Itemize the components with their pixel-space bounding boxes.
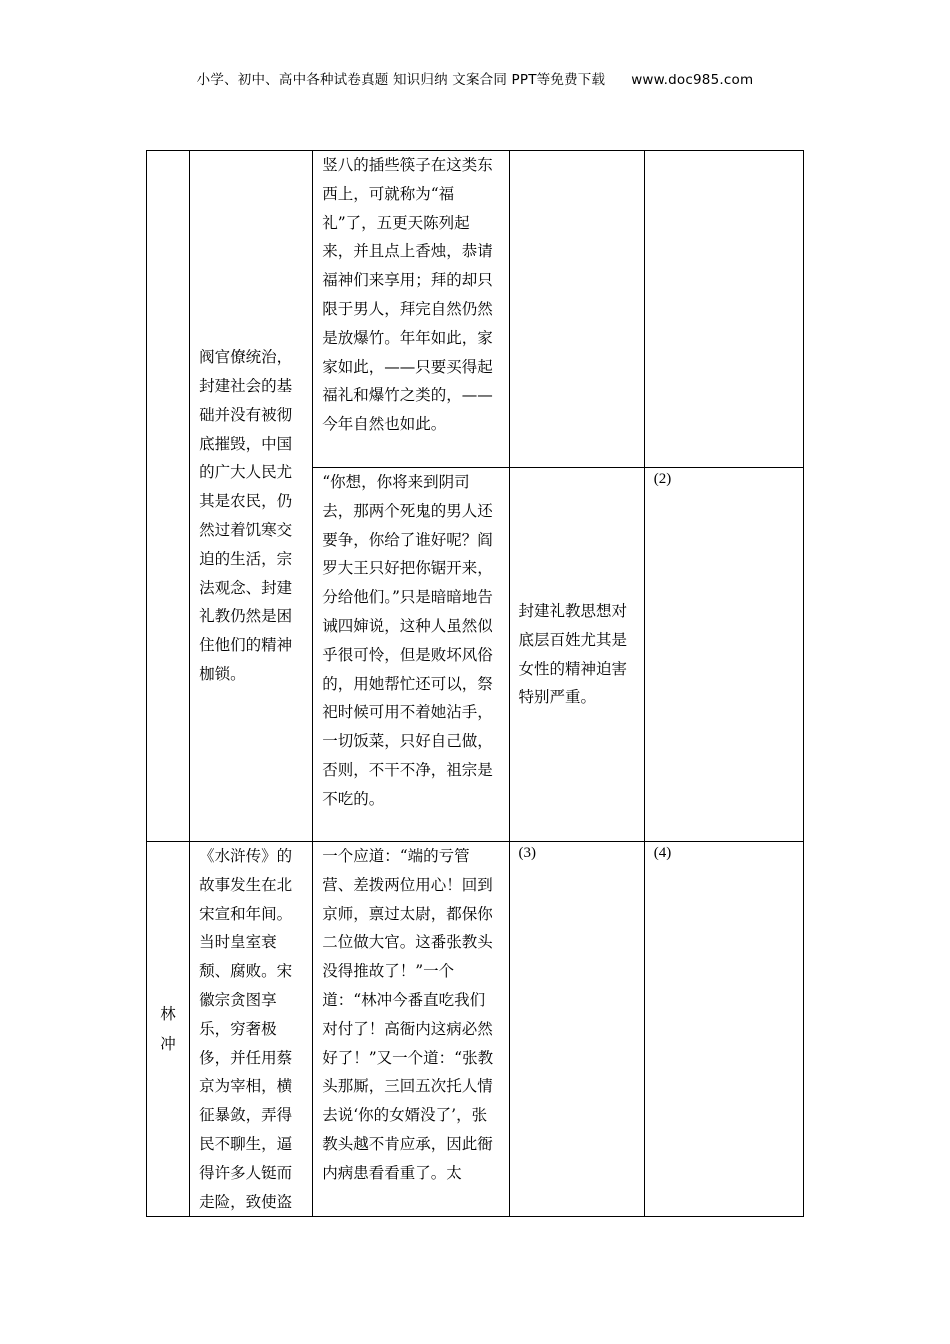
- header-site: www.doc985.com: [631, 72, 754, 88]
- text-excerpt: 竖八的插些筷子在这类东西上，可就称为“福礼”了，五更天陈列起来，并且点上香烛，恭请福神们来享用；拜的却只限于男人，拜完自然仍然是放爆竹。年年如此，家家如此，——只要买得起福礼和爆竹之类的，——今年自然也如此。: [322, 156, 493, 434]
- text-excerpt: “你想，你将来到阴司去，那两个死鬼的男人还要争，你给了谁好呢？阎罗大王只好把你锯开来，分给他们。”只是暗暗地告诫四婶说，这种人虽然似乎很可怜，但是败坏风俗的，用她帮忙还可以，祭祀时候可用不着她沾手，一切饭菜，只好自己做，否则，不干不净，祖宗是不吃的。: [322, 473, 493, 808]
- text-excerpt: 一个应道：“端的亏管营、差拨两位用心！回到京师，禀过太尉，都保你二位做大官。这番张教头没得推故了！”一个道：“林冲今番直吃我们对付了！高衙内这病必然好了！”又一个道：“张教头那厮，三回五次托人情去说‘你的女婿没了’，张教头越不肯应承，因此衙内病患看看重了。太: [322, 847, 494, 1182]
- background-cell: [190, 151, 313, 842]
- header-title: 小学、初中、高中各种试卷真题 知识归纳 文案合同 PPT等免费下载: [196, 72, 606, 88]
- table-row: [147, 842, 804, 1217]
- analysis-cell: [509, 151, 644, 468]
- analysis-table: [146, 150, 804, 1217]
- analysis-text: 封建礼教思想对底层百姓尤其是女性的精神迫害特别严重。: [518, 601, 628, 707]
- character-name-cell: [147, 842, 190, 1217]
- page-header: [0, 68, 950, 88]
- text-excerpt-cell: [313, 151, 509, 468]
- character-name-cell: [147, 151, 190, 842]
- answer-cell: [644, 151, 803, 468]
- background-text: 阀官僚统治，封建社会的基础并没有被彻底摧毁，中国的广大人民尤其是农民，仍然过着饥寒交迫的生活，宗法观念、封建礼教仍然是困住他们的精神枷锁。: [199, 348, 293, 683]
- answer-cell: [644, 468, 803, 842]
- text-excerpt-cell: [313, 468, 509, 842]
- analysis-cell: [509, 842, 644, 1217]
- background-text: 《水浒传》的故事发生在北宋宣和年间。当时皇室衰颓、腐败。宋徽宗贪图享乐，穷奢极侈，并任用蔡京为宰相，横征暴敛，弄得民不聊生，逼得许多人铤而走险，致使盗: [199, 847, 293, 1211]
- answer-label: (4): [653, 845, 672, 861]
- table-row: [147, 151, 804, 468]
- text-excerpt-cell: [313, 842, 509, 1217]
- background-cell: [190, 842, 313, 1217]
- character-name: 林冲: [160, 1005, 176, 1054]
- answer-cell: [644, 842, 803, 1217]
- answer-label: (2): [653, 471, 672, 487]
- analysis-cell: [509, 468, 644, 842]
- analysis-label: (3): [518, 845, 537, 861]
